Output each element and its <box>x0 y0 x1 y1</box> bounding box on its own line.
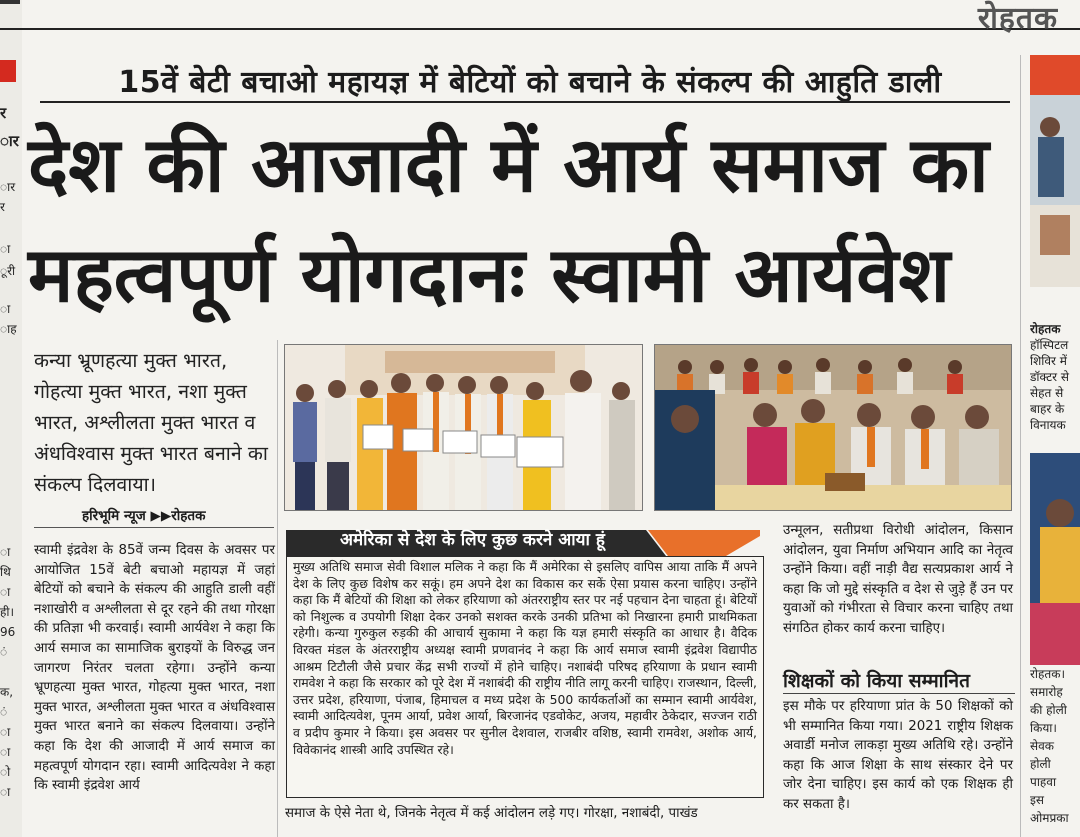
right-fragment: रोहतक। <box>1030 667 1065 681</box>
right-fragment: किया। <box>1030 721 1057 735</box>
section-rule <box>783 693 1015 694</box>
column-divider <box>277 340 278 837</box>
red-marker <box>0 60 16 82</box>
boxed-story-text: मुख्य अतिथि समाज सेवी विशाल मलिक ने कहा कि मैं अमेरिका से इसलिए वापिस आया ताकि मैं अपने देश के लिए कुछ विशेष कर सकूं। हम अपने देश का विकास कर सकें ऐसा प्रयास करना चाहिए। उन्होंने कहा कि मैं बेटियों की शिक्षा को लेकर हरियाणा को अंतरराष्ट्रीय स्तर पर नई पहचान देना चाहता हूं। बेटियों को निशुल्क व उपयोगी शिक्षा देकर उनको सशक्त करके उनकी प्रतिभा को निखारना हमारी प्राथमिकता रहेगी। कन्या गुरुकुल रुड़की की आचार्य सुकामा ने कहा कि यज्ञ हमारी संस्कृति का आधार है। वैदिक विरक्त मंडल के अंतरराष्ट्रीय अध्यक्ष स्वामी प्रणवानंद ने कहा कि आर्य समाज स्वामी इंद्रवेश विद्यापीठ आश्रम टिटौली जैसे प्रचार केंद्र सभी राज्यों में होने चाहिए। नशाबंदी परिषद हरियाणा के प्रधान स्वामी रामवेश ने कहा कि सरकार को पूरे देश में नशाबंदी की राष्ट्रीय नीति लागू करनी चाहिए। राजस्थान, दिल्ली, उत्तर प्रदेश, हरियाणा, पंजाब, हिमाचल व मध्य प्रदेश के 500 कार्यकर्ताओं का सम्मान स्वामी आर्यवेश, स्वामी आदित्यवेश, पूनम आर्या, प्रवेश आर्या, बिरजानंद एडवोकेट, अजय, महावीर ठेकेदार, सज्जन राठी व प्रदीप कुमार ने किया। इस अवसर पर सुनील देशवाल, राजबीर वशिष्ठ, स्वामी रामवेश, अशोक आर्य, विवेकानंद शास्त्री आदि उपस्थित रहे। <box>293 559 757 757</box>
left-fragment: ा <box>0 785 11 799</box>
main-headline <box>28 110 1028 330</box>
adjacent-column-left <box>0 0 22 837</box>
section-text: इस मौके पर हरियाणा प्रांत के 50 शिक्षकों को भी सम्मानित किया गया। 2021 राष्ट्रीय शिक्षक अवार्डी मनोज लाकड़ा मुख्य अतिथि रहे। उन्होंने कहा कि आज शिक्षा के साथ संस्कार देने पर जोर देना चाहिए। इस कार्य को एक शिक्षक ही कर सकता है। <box>783 699 1013 812</box>
event-photo-felicitation <box>284 344 643 511</box>
left-fragment: ा <box>0 302 11 316</box>
left-fragment: र <box>0 200 5 214</box>
right-fragment: रोहतक <box>1030 322 1061 336</box>
page-brand: रोहतक <box>977 1 1058 36</box>
hospital-photo-art <box>1030 55 1080 287</box>
right-fragment: इस <box>1030 793 1045 807</box>
article-column-3: उन्मूलन, सतीप्रथा विरोधी आंदोलन, किसान आंदोलन, युवा निर्माण अभियान आदि का नेतृत्व उन्होंने किया। वहीं नाड़ी वैद्य सत्यप्रकाश आर्य ने कहा कि जो मुद्दे संस्कृति व देश से जुड़े हैं उन पर युवाओं को गंभीरता से विचार करना चाहिए तथा संगठित होकर कार्य करना चाहिए। <box>783 523 1013 636</box>
right-fragment: डॉक्टर से <box>1030 370 1069 384</box>
left-fragment: ार <box>0 132 19 150</box>
right-fragment: ओमप्रका <box>1030 811 1069 825</box>
headline-line-1: देश की आजादी में आर्य समाज का <box>28 120 989 209</box>
right-photo-holi <box>1030 453 1080 665</box>
article-continuation: समाज के ऐसे नेता थे, जिनके नेतृत्व में कई आंदोलन लड़े गए। गोरक्षा, नशाबंदी, पाखंड <box>285 806 698 821</box>
right-fragment: बाहर के <box>1030 402 1065 416</box>
left-fragment: क, <box>0 685 14 699</box>
felicitation-photo-art <box>285 345 642 510</box>
right-fragment: होली <box>1030 757 1051 771</box>
left-fragment: ाह <box>0 322 17 336</box>
boxed-story-title: अमेरिका से देश के लिए कुछ करने आया हूं <box>340 530 605 550</box>
left-fragment: ा <box>0 725 11 739</box>
left-fragment: ो <box>0 765 11 779</box>
left-fragment: ं <box>0 705 8 719</box>
adjacent-column-right <box>1030 55 1080 837</box>
left-fragment: 96 <box>0 625 16 639</box>
right-fragment: हॉस्पिटल <box>1030 338 1069 352</box>
left-fragment: ं <box>0 645 8 659</box>
kicker-rule <box>40 101 1010 103</box>
yajna-photo-art <box>655 345 1011 510</box>
right-fragment: सेवक <box>1030 739 1055 753</box>
right-fragment: विनायक <box>1030 418 1066 432</box>
kicker-headline: 15वें बेटी बचाओ महायज्ञ में बेटियों को बचाने के संकल्प की आहुति डाली <box>118 65 942 100</box>
right-fragment: की होली <box>1030 703 1067 717</box>
byline-rule <box>34 527 274 528</box>
left-fragment: ूरी <box>0 264 16 278</box>
subheadline: कन्या भ्रूणहत्या मुक्त भारत, गोहत्या मुक्त भारत, नशा मुक्त भारत, अश्लीलता मुक्त भारत व अंधविश्वास मुक्त भारत बनाने का संकल्प दिलवाया। <box>34 349 268 496</box>
article-column-1: स्वामी इंद्रवेश के 85वें जन्म दिवस के अवसर पर आयोजित 15वें बेटी बचाओ महायज्ञ में जहां बेटियों को बचाने के संकल्प की आहुति डाली वहीं नशाखोरी व अश्लीलता से दूर रहने की तथा गोरक्षा की प्रतिज्ञा भी करवाई। स्वामी आर्यवेश ने कहा कि आर्य समाज का सामाजिक बुराइयों के विरुद्ध जन जागरण निरंतर चलता रहेगा। उन्होंने कन्या भ्रूणहत्या मुक्त भारत, गोहत्या मुक्त भारत, नशा मुक्त भारत, अश्लीलता मुक्त भारत व अंधविश्वास मुक्त भारत बनाने का संकल्प दिलवाया। उन्होंने कहा कि देश की आजादी में आर्य समाज का महत्वपूर्ण योगदान रहा। स्वामी आदित्यवेश ने कहा कि स्वामी इंद्रवेश आर्य <box>34 543 275 794</box>
left-fragment: ा <box>0 545 11 559</box>
right-fragment: समारोह <box>1030 685 1063 699</box>
event-photo-yajna <box>654 344 1012 511</box>
left-fragment: र <box>0 104 7 122</box>
right-photo-hospital <box>1030 55 1080 287</box>
column-divider <box>1020 55 1021 837</box>
byline: हरिभूमि न्यूज ▶▶रोहतक <box>82 508 206 524</box>
corner-mark <box>0 0 20 4</box>
right-fragment: शिविर में <box>1030 354 1067 368</box>
top-rule <box>0 28 1080 30</box>
left-fragment: ा <box>0 745 11 759</box>
left-fragment: ार <box>0 180 16 194</box>
section-heading: शिक्षकों को किया सम्मानित <box>783 670 970 692</box>
left-fragment: ा <box>0 585 11 599</box>
left-fragment: ा <box>0 242 11 256</box>
left-fragment: थि <box>0 565 11 579</box>
holi-photo-art <box>1030 453 1080 665</box>
headline-line-2: महत्वपूर्ण योगदानः स्वामी आर्यवेश <box>28 230 951 319</box>
right-fragment: पाहवा <box>1030 775 1057 789</box>
right-fragment: सेहत से <box>1030 386 1064 400</box>
left-fragment: ही। <box>0 605 15 619</box>
